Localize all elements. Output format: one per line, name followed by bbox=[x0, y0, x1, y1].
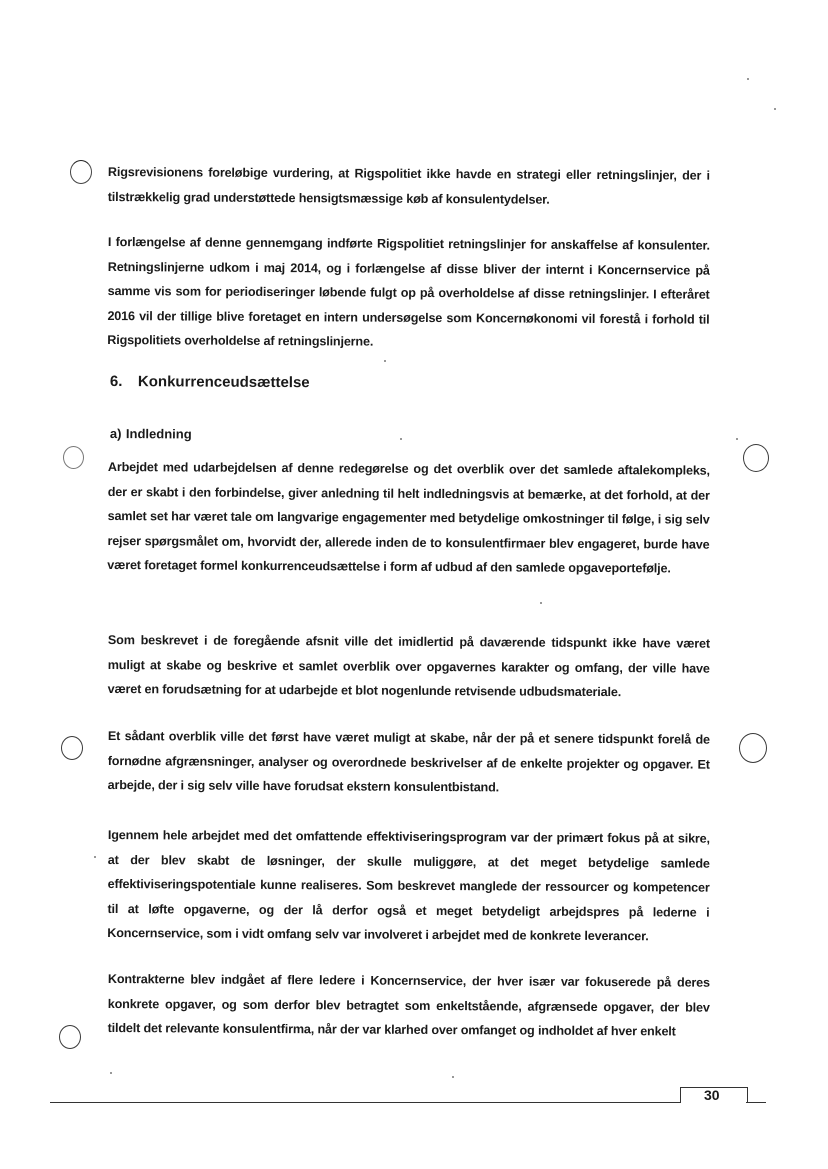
scan-speck bbox=[452, 1076, 454, 1078]
subsection-title: Indledning bbox=[125, 426, 192, 442]
subsection-letter: a) bbox=[109, 426, 122, 442]
scan-speck bbox=[736, 438, 738, 440]
paragraph-block bbox=[108, 967, 710, 1044]
body-paragraph: Som beskrevet i de foregående afsnit ville det imidlertid på daværende tidspunkt ikke have været muligt at skabe og beskrive et samlet overblik over opgavernes karakter og omfang, der ville have været en forudsætning for at udarbejde et blot nogenlunde retvisende udbudsmateriale. bbox=[107, 632, 710, 700]
page-number: 30 bbox=[704, 1087, 720, 1103]
scan-speck bbox=[747, 78, 749, 80]
punch-hole-icon bbox=[743, 444, 769, 472]
body-paragraph: Kontrakterne blev indgået af flere ledere i Koncernservice, der hver især var fokuserede på deres konkrete opgaver, og som derfor blev betragtet som enkeltstående, afgrænsede opgaver, der blev tildelt det relevante konsulentfirma, når der var klarhed over omfanget og indholdet af hver enkelt bbox=[107, 971, 710, 1039]
scan-speck bbox=[110, 1072, 112, 1074]
paragraph-block bbox=[107, 455, 710, 581]
paragraph-block bbox=[108, 724, 710, 801]
scan-speck bbox=[400, 438, 402, 440]
paragraph-block bbox=[107, 230, 710, 356]
paragraph-block bbox=[108, 160, 710, 213]
body-paragraph: Et sådant overblik ville det først have været muligt at skabe, når der på et senere tidspunkt forelå de fornødne afgrænsninger, analyser og overordnede beskrivelser af de enkelte projekter og opgaver. Et arbejde, der i sig selv ville have forudsat ekstern konsulentbistand. bbox=[107, 728, 710, 795]
punch-hole-icon bbox=[63, 446, 84, 469]
body-paragraph: Rigsrevisionens foreløbige vurdering, at Rigspolitiet ikke havde en strategi eller retningslinjer, der i tilstrækkelig grad understøttede hensigtsmæssige køb af konsulentydelser. bbox=[107, 164, 710, 207]
section-heading bbox=[110, 373, 310, 391]
subsection-heading bbox=[110, 426, 192, 441]
footer-rule-tail bbox=[746, 1102, 766, 1103]
footer-rule bbox=[50, 1102, 680, 1103]
punch-hole-icon bbox=[739, 733, 767, 763]
punch-hole-icon bbox=[59, 1025, 81, 1049]
body-paragraph: Igennem hele arbejdet med det omfattende effektiviseringsprogram var der primært fokus på at sikre, at der blev skabt de løsninger, der skulle muliggøre, at det meget betydelige samlede effektiviseringspotentiale kunne realiseres. Som beskrevet manglede der ressourcer og kompetencer til at løfte opgaverne, og der lå derfor også et meget betydeligt arbejdspres på lederne i Koncernservice, som i vidt omfang selv var involveret i arbejdet med de konkrete leverancer. bbox=[107, 827, 710, 944]
scan-speck bbox=[94, 856, 96, 858]
punch-hole-icon bbox=[61, 736, 83, 760]
body-paragraph: I forlængelse af denne gennemgang indførte Rigspolitiet retningslinjer for anskaffelse af konsulenter. Retningslinjerne udkom i maj 2014, og i forlængelse af disse bliver der internt i Koncernservice på samme vis som for periodiseringer løbende fulgt op på overholdelse af disse retningslinjer. I efteråret 2016 vil der tillige blive foretaget en intern undersøgelse som Koncernøkonomi vil forestå i forhold til Rigspolitiets overholdelse af retningslinjerne. bbox=[107, 234, 710, 349]
paragraph-block bbox=[107, 823, 710, 949]
section-title: Konkurrenceudsættelse bbox=[137, 373, 310, 392]
scan-speck bbox=[384, 360, 386, 362]
paragraph-block bbox=[108, 628, 710, 705]
section-number: 6. bbox=[109, 373, 123, 391]
scan-speck bbox=[540, 602, 542, 604]
scan-speck bbox=[774, 108, 776, 110]
punch-hole-icon bbox=[70, 160, 92, 184]
body-paragraph: Arbejdet med udarbejdelsen af denne redegørelse og det overblik over det samlede aftalekompleks, der er skabt i den forbindelse, giver anledning til helt indledningsvis at bemærke, at det forhold, at der samlet set har været tale om langvarige engagementer med betydelige omkostninger til følge, i sig selv rejser spørgsmålet om, hvorvidt der, allerede inden de to konsulentfirmaer blev engageret, burde have været foretaget formel konkurrenceudsættelse i form af udbud af den samlede opgaveportefølje. bbox=[107, 459, 710, 576]
